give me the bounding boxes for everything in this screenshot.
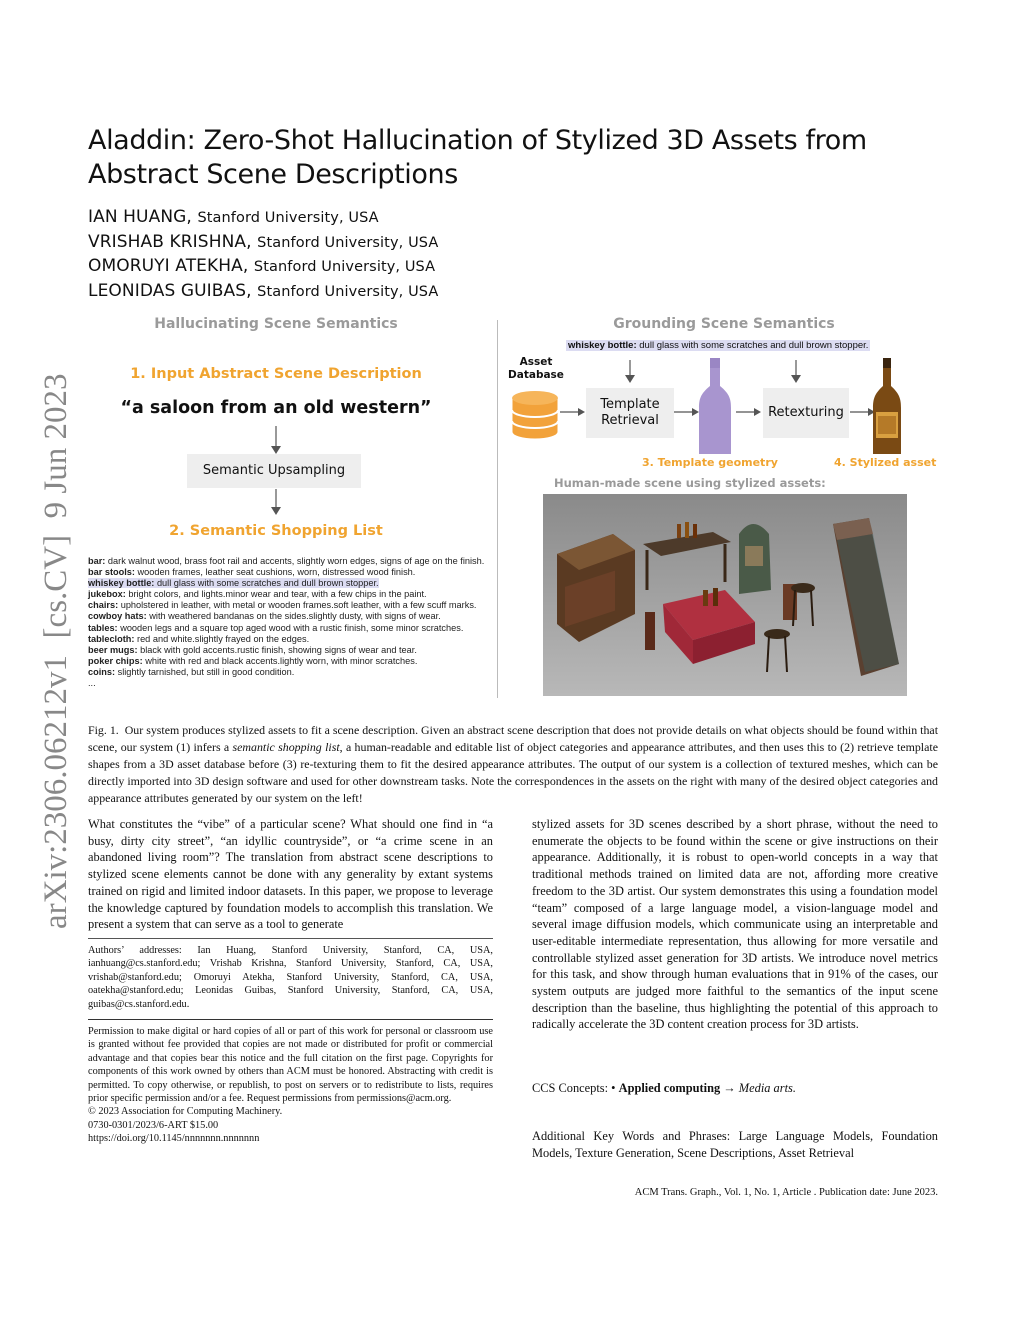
arrow-right-icon [736, 404, 762, 420]
arrow-down-icon [788, 360, 804, 386]
list-ellipsis: ... [88, 678, 96, 689]
template-bottle-icon [695, 356, 735, 456]
step4-label: 4. Stylized asset [834, 456, 937, 469]
asset-database-label: Asset Database [508, 356, 564, 381]
semantic-shopping-list [88, 556, 508, 689]
abstract-column-1: What constitutes the “vibe” of a particular scene? What should one find in “a busy, dirty city street”, “an idyllic countryside”, or “a crime scene in an abandoned living room”? The translation from abstract scene descriptions to stylized scene elements cannot be done with any generality by extant systems trained on rigid and limited indoor datasets. In this paper, we propose to leverage the knowledge captured by foundation models to accomplish this translation. We present a system that can serve as a tool to generate [88, 817, 493, 932]
arrow-down-icon [268, 489, 284, 519]
authors-addresses: Authors’ addresses: Ian Huang, Stanford University, Stanford, CA, USA, ianhuang@cs.stanford.edu; Vrishab Krishna, Stanford University, Stanford, CA, USA, vrishab@stanford.edu; Omoruyi Atekha, Stanford University, Stanford, CA, USA, oatekha@stanford.edu; Leonidas Guibas, Stanford University, Stanford, CA, USA, guibas@cs.stanford.edu. [88, 945, 493, 1010]
author-4: LEONIDAS GUIBAS, Stanford University, USA [88, 280, 439, 301]
arrow-down-icon [622, 360, 638, 386]
template-retrieval-box: Template Retrieval [586, 388, 674, 438]
stylized-bottle-icon [870, 356, 904, 456]
list-item: chairs: upholstered in leather, with metal or wooden frames.soft leather, with a few scuff marks. [88, 600, 477, 611]
keywords: Additional Key Words and Phrases: Large Language Models, Foundation Models, Texture Generation, Scene Descriptions, Asset Retrieval [532, 1129, 938, 1160]
list-item: whiskey bottle: dull glass with some scratches and dull brown stopper. [88, 578, 379, 589]
whiskey-attribute-label: whiskey bottle: dull glass with some scratches and dull brown stopper. [568, 340, 869, 351]
left-section-title: Hallucinating Scene Semantics [154, 316, 398, 332]
footnote-rule [88, 938, 493, 939]
human-made-scene-label: Human-made scene using stylized assets: [554, 476, 826, 490]
list-item: bar: dark walnut wood, brass foot rail and accents, slightly worn edges, signs of age on the finish. [88, 556, 485, 566]
arxiv-stamp-text: arXiv:2306.06212v1 [cs.CV] 9 Jun 2023 [38, 373, 74, 929]
doi-link[interactable]: https://doi.org/10.1145/nnnnnnn.nnnnnnn [88, 1133, 260, 1145]
step1-label: 1. Input Abstract Scene Description [130, 366, 422, 382]
list-item: jukebox: bright colors, and lights.minor wear and tear, with a few chips in the paint. [88, 589, 427, 600]
step2-label: 2. Semantic Shopping List [169, 523, 383, 539]
list-item: beer mugs: black with gold accents.rustic finish, showing signs of wear and tear. [88, 644, 417, 655]
author-3: OMORUYI ATEKHA, Stanford University, USA [88, 256, 436, 276]
figure-caption: Fig. 1. Our system produces stylized assets to fit a scene description. Given an abstract scene description that does not provide details on what objects should be found within that scene, our system (1) infers a semantic shopping list, a human-readable and editable list of object categories and appearance attributes, and then uses this to (2) retrieve template shapes from a 3D asset database before (3) re-texturing them to fit the desired appearance attributes. The output of our system is a collection of textured meshes, which can be directly imported into 3D design software and used for other downstream tasks. Note the correspondences in the assets on the right with many of the desired object categories and appearance attributes generated by our system on the left! [88, 723, 938, 805]
ccs-concepts: CCS Concepts: • Applied computing → Media arts. [532, 1081, 796, 1095]
paper-title: Aladdin: Zero-Shot Hallucination of Stylized 3D Assets from Abstract Scene Descriptions [88, 125, 867, 190]
arrow-down-icon [268, 426, 284, 456]
list-item: bar stools: wooden frames, leather seat cushions, worn, distressed wood finish. [88, 567, 416, 578]
list-item: tablecloth: red and white.slightly frayed on the edges. [88, 633, 310, 644]
saloon-scene-render [543, 494, 907, 696]
permission-notice: Permission to make digital or hard copies of all or part of this work for personal or classroom use is granted without fee provided that copies are not made or distributed for profit or commercial advantage and that copies bear this notice and the full citation on the first page. Copyrights for components of this work owned by others than ACM must be honored. Abstracting with credit is permitted. To copy otherwise, or republish, to post on servers or to redistribute to lists, requires prior specific permission and/or a fee. Request permissions from permissions@acm.org. © 2023 Association for Computing Machinery. 0730-0301/2023/6-ART $15.00 https://doi.org/10.1145/nnnnnnn.nnnnnnn [88, 1026, 493, 1145]
right-section-title: Grounding Scene Semantics [613, 316, 835, 332]
list-item: poker chips: white with red and black accents.lightly worn, with minor scratches. [88, 655, 418, 666]
list-item: cowboy hats: with weathered bandanas on the sides.slightly dusty, with signs of wear. [88, 611, 441, 622]
permission-rule [88, 1019, 493, 1020]
arrow-right-icon [560, 404, 586, 420]
abstract-column-2: stylized assets for 3D scenes described by a short phrase, without the need to enumerate the objects to be found within the scene or give instructions on their appearance. Additionally, it is robust to open-world concepts in a way that traditional methods trained on limited data are not, affording more creative freedom to the 3D artist. Our system demonstrates this using a foundation model “team” composed of a large language model, a vision-language model and several image diffusion models, which communicate using an interpretable and user-editable intermediate representation, thus allowing for more versatile and controllable stylized asset generation for 3D artists. We introduce novel metrics for this task, and show through human evaluations that in 91% of the cases, our system outputs are judged more faithful to the semantics of the input scene description than the baseline, thus highlighting the potential of this approach to radically accelerate the 3D content creation process for 3D artists. [532, 817, 938, 1032]
author-list [88, 206, 588, 304]
database-icon [510, 390, 560, 440]
scene-description-quote: “a saloon from an old western” [120, 398, 432, 418]
list-item: coins: slightly tarnished, but still in good condition. [88, 666, 295, 677]
list-item: tables: wooden legs and a square top aged wood with a rustic finish, some minor scratches. [88, 622, 464, 633]
publication-line: ACM Trans. Graph., Vol. 1, No. 1, Article . Publication date: June 2023. [634, 1187, 938, 1198]
retexturing-box: Retexturing [763, 388, 849, 438]
step3-label: 3. Template geometry [642, 456, 778, 469]
author-1: IAN HUANG, Stanford University, USA [88, 207, 379, 227]
author-2: VRISHAB KRISHNA, Stanford University, USA [88, 231, 439, 252]
figure-1 [86, 312, 950, 704]
arxiv-stamp [20, 363, 80, 933]
semantic-upsampling-box: Semantic Upsampling [187, 454, 361, 488]
